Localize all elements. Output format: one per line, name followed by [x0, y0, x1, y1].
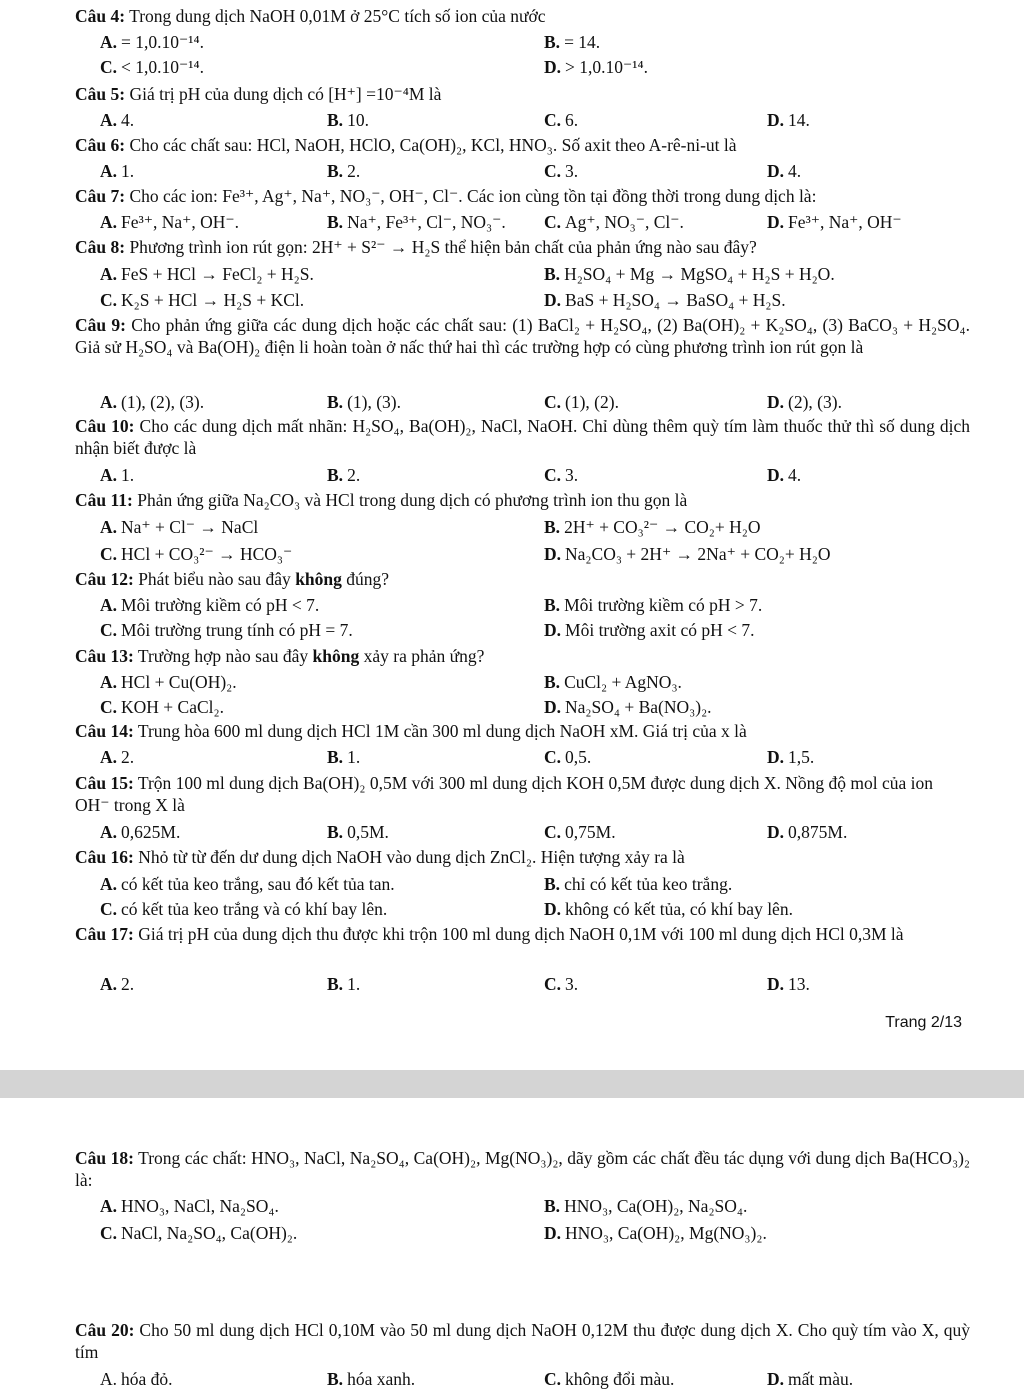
question-text: Giá trị pH của dung dịch thu được khi trộn 100 ml dung dịch NaOH 0,1M với 100 ml dung dịch HCl 0,3M là	[133, 924, 904, 944]
option-text: 6.	[565, 110, 579, 130]
option-letter: C.	[544, 1369, 562, 1389]
option-letter: D.	[767, 465, 785, 485]
option-d[interactable]	[544, 289, 786, 311]
page-separator	[0, 1070, 1024, 1098]
option-letter: D.	[767, 747, 785, 767]
option-text: chỉ có kết tủa keo trắng.	[564, 874, 733, 894]
option-text: 10.	[347, 110, 369, 130]
option-text: 4.	[121, 110, 135, 130]
question-7	[75, 186, 970, 208]
question-text: Phương trình ion rút gọn: 2H⁺ + S²⁻ → H₂S thể hiện bản chất của phản ứng nào sau đây?	[125, 237, 757, 257]
option-text: CuCl₂ + AgNO₃.	[564, 672, 682, 692]
option-letter: B.	[327, 465, 344, 485]
option-letter: A.	[100, 672, 118, 692]
option-letter: D.	[544, 1223, 562, 1243]
option-a[interactable]	[100, 31, 204, 53]
option-text: Na⁺, Fe³⁺, Cl⁻, NO₃⁻.	[347, 212, 506, 232]
option-text: 1.	[121, 465, 135, 485]
option-text: HNO₃, Ca(OH)₂, Na₂SO₄.	[564, 1196, 748, 1216]
option-letter: A.	[100, 1196, 118, 1216]
option-c[interactable]	[100, 898, 387, 920]
option-letter: B.	[544, 517, 561, 537]
option-text: Na⁺ + Cl⁻ → NaCl	[121, 517, 259, 537]
option-text: 14.	[788, 110, 810, 130]
option-letter: A.	[100, 161, 118, 181]
option-d[interactable]	[544, 619, 755, 641]
option-a[interactable]	[100, 516, 258, 538]
option-c[interactable]	[544, 160, 578, 182]
option-c[interactable]	[100, 696, 224, 718]
option-text: Fe³⁺, Na⁺, OH⁻	[788, 212, 902, 232]
option-b[interactable]	[544, 594, 762, 616]
option-letter: D.	[767, 1369, 785, 1389]
option-text: mất màu.	[788, 1369, 854, 1389]
question-18	[75, 1148, 970, 1191]
question-text: Nhỏ từ từ đến dư dung dịch NaOH vào dung dịch ZnCl₂. Hiện tượng xảy ra là	[133, 847, 685, 867]
question-17	[75, 924, 970, 946]
option-a[interactable]	[100, 1195, 279, 1217]
question-13	[75, 646, 970, 668]
option-c[interactable]	[100, 289, 304, 311]
option-letter: A.	[100, 264, 118, 284]
question-number: Câu 8:	[75, 237, 126, 257]
option-b[interactable]	[544, 31, 600, 53]
option-letter: B.	[544, 32, 561, 52]
option-text: (2), (3).	[788, 392, 842, 412]
option-letter: B.	[327, 110, 344, 130]
option-letter: D.	[767, 212, 785, 232]
option-text: không đổi màu.	[565, 1369, 675, 1389]
question-number: Câu 11:	[75, 490, 133, 510]
option-d[interactable]	[767, 160, 801, 182]
question-emphasis: không	[295, 569, 342, 589]
question-text: Cho các ion: Fe³⁺, Ag⁺, Na⁺, NO₃⁻, OH⁻, Cl⁻. Các ion cùng tồn tại đồng thời trong dung dịch là:	[125, 186, 817, 206]
option-letter: C.	[544, 392, 562, 412]
option-text: hóa đỏ.	[121, 1369, 173, 1389]
option-letter: A.	[100, 32, 118, 52]
option-letter: C.	[100, 290, 118, 310]
option-text: Môi trường axit có pH < 7.	[565, 620, 755, 640]
question-20	[75, 1320, 970, 1363]
option-d[interactable]	[767, 109, 810, 131]
option-text: 2.	[347, 161, 361, 181]
option-text: Ag⁺, NO₃⁻, Cl⁻.	[565, 212, 684, 232]
question-text: Trong dung dịch NaOH 0,01M ở 25°C tích số ion của nước	[125, 6, 546, 26]
option-text: 1,5.	[788, 747, 815, 767]
option-c[interactable]	[544, 211, 684, 233]
option-d[interactable]	[767, 464, 801, 486]
option-text: Môi trường trung tính có pH = 7.	[121, 620, 353, 640]
option-letter: D.	[767, 392, 785, 412]
option-text: KOH + CaCl₂.	[121, 697, 224, 717]
option-a[interactable]	[100, 746, 134, 768]
option-d[interactable]	[544, 543, 830, 565]
option-text: Môi trường kiềm có pH < 7.	[121, 595, 320, 615]
option-text: 13.	[788, 974, 810, 994]
option-letter: D.	[544, 899, 562, 919]
option-letter: C.	[544, 747, 562, 767]
option-text: HNO₃, Ca(OH)₂, Mg(NO₃)₂.	[565, 1223, 767, 1243]
option-text: 0,5.	[565, 747, 592, 767]
question-number: Câu 12:	[75, 569, 134, 589]
question-text: Cho phản ứng giữa các dung dịch hoặc các chất sau: (1) BaCl₂ + H₂SO₄, (2) Ba(OH)₂ + K₂SO₄, (3) BaCO₃ + H₂SO₄. Giả sử H₂SO₄ và Ba(OH)₂ điện li hoàn toàn ở nấc thứ hai thì các trường hợp có cùng phương trình ion rút gọn là	[75, 315, 971, 357]
option-letter: B.	[544, 595, 561, 615]
option-text: Fe³⁺, Na⁺, OH⁻.	[121, 212, 240, 232]
page-2	[0, 1098, 1024, 1395]
option-text: (1), (3).	[347, 392, 401, 412]
option-d[interactable]	[767, 821, 847, 843]
option-text: HCl + CO₃²⁻ → HCO₃⁻	[121, 544, 293, 564]
option-letter: B.	[544, 1196, 561, 1216]
option-text: HNO₃, NaCl, Na₂SO₄.	[121, 1196, 279, 1216]
option-a[interactable]	[100, 821, 180, 843]
option-c[interactable]	[100, 619, 353, 641]
option-text: 4.	[788, 161, 802, 181]
option-letter: C.	[100, 1223, 118, 1243]
option-text: 3.	[565, 465, 579, 485]
option-d[interactable]	[767, 973, 810, 995]
option-a[interactable]	[100, 1368, 173, 1390]
option-d[interactable]	[544, 1222, 767, 1244]
question-text: Phản ứng giữa Na₂CO₃ và HCl trong dung dịch có phương trình ion thu gọn là	[132, 490, 688, 510]
option-c[interactable]	[544, 464, 578, 486]
option-b[interactable]	[544, 1195, 747, 1217]
option-c[interactable]	[544, 109, 578, 131]
option-a[interactable]	[100, 263, 314, 285]
option-d[interactable]	[767, 391, 842, 413]
page-number: Trang 2/13	[885, 1014, 962, 1031]
option-letter: B.	[327, 822, 344, 842]
option-letter: B.	[544, 264, 561, 284]
option-text: (1), (2), (3).	[121, 392, 205, 412]
option-b[interactable]	[327, 391, 401, 413]
option-letter: D.	[544, 697, 562, 717]
option-a[interactable]	[100, 211, 239, 233]
option-text: > 1,0.10⁻¹⁴.	[565, 57, 648, 77]
question-text-tail: xảy ra phản ứng?	[359, 646, 485, 666]
option-text: không có kết tủa, có khí bay lên.	[565, 899, 793, 919]
option-c[interactable]	[544, 1368, 674, 1390]
question-16	[75, 847, 970, 869]
question-9	[75, 315, 970, 358]
option-letter: C.	[544, 161, 562, 181]
option-letter: A.	[100, 110, 118, 130]
question-4	[75, 6, 970, 28]
option-text: 0,5M.	[347, 822, 389, 842]
option-text: có kết tủa keo trắng và có khí bay lên.	[121, 899, 388, 919]
question-number: Câu 6:	[75, 135, 126, 155]
question-text: Trong các chất: HNO₃, NaCl, Na₂SO₄, Ca(OH)₂, Mg(NO₃)₂, dãy gồm các chất đều tác dụng với dung dịch Ba(HCO₃)₂ là:	[75, 1148, 970, 1190]
question-number: Câu 17:	[75, 924, 134, 944]
option-d[interactable]	[544, 56, 648, 78]
option-letter: B.	[327, 392, 344, 412]
option-a[interactable]	[100, 671, 237, 693]
option-text: < 1,0.10⁻¹⁴.	[121, 57, 204, 77]
option-d[interactable]	[767, 211, 902, 233]
option-a[interactable]	[100, 391, 204, 413]
option-c[interactable]	[544, 973, 578, 995]
option-c[interactable]	[544, 746, 591, 768]
question-text: Trộn 100 ml dung dịch Ba(OH)₂ 0,5M với 300 ml dung dịch KOH 0,5M được dung dịch X. Nồng độ mol của ion OH⁻ trong X là	[75, 773, 934, 815]
option-letter: D.	[767, 110, 785, 130]
option-letter: A.	[100, 595, 118, 615]
option-text: 3.	[565, 161, 579, 181]
question-text: Cho các chất sau: HCl, NaOH, HClO, Ca(OH)₂, KCl, HNO₃. Số axit theo A-rê-ni-ut là	[125, 135, 737, 155]
option-c[interactable]	[100, 543, 292, 565]
option-letter: A.	[100, 392, 118, 412]
option-letter: D.	[544, 57, 562, 77]
option-text: HCl + Cu(OH)₂.	[121, 672, 237, 692]
option-c[interactable]	[544, 391, 619, 413]
option-c[interactable]	[544, 821, 616, 843]
option-b[interactable]	[327, 821, 389, 843]
option-a[interactable]	[100, 109, 134, 131]
option-text: = 1,0.10⁻¹⁴.	[121, 32, 204, 52]
option-c[interactable]	[100, 56, 204, 78]
option-text: hóa xanh.	[347, 1369, 416, 1389]
option-text: Na₂SO₄ + Ba(NO₃)₂.	[565, 697, 712, 717]
question-emphasis: không	[312, 646, 360, 666]
question-text: Cho các dung dịch mất nhãn: H₂SO₄, Ba(OH)₂, NaCl, NaOH. Chỉ dùng thêm quỳ tím làm thuốc thử thì số dung dịch nhận biết được là	[75, 416, 970, 458]
option-a[interactable]	[100, 873, 395, 895]
option-text: 4.	[788, 465, 802, 485]
option-letter: B.	[327, 161, 344, 181]
question-6	[75, 135, 970, 157]
question-number: Câu 13:	[75, 646, 134, 666]
option-b[interactable]	[327, 1368, 415, 1390]
option-text: 1.	[347, 747, 361, 767]
option-letter: A.	[100, 465, 118, 485]
option-a[interactable]	[100, 464, 134, 486]
question-10	[75, 416, 970, 459]
question-text: Trường hợp nào sau đây	[133, 646, 313, 666]
option-d[interactable]	[544, 898, 793, 920]
question-number: Câu 15:	[75, 773, 134, 793]
option-text: Môi trường kiềm có pH > 7.	[564, 595, 763, 615]
option-b[interactable]	[544, 671, 682, 693]
option-text: 3.	[565, 974, 579, 994]
question-number: Câu 14:	[75, 721, 134, 741]
option-text: có kết tủa keo trắng, sau đó kết tủa tan.	[121, 874, 395, 894]
question-number: Câu 18:	[75, 1148, 134, 1168]
option-letter: A.	[100, 1369, 118, 1389]
option-letter: C.	[544, 974, 562, 994]
option-d[interactable]	[544, 696, 712, 718]
option-letter: C.	[100, 544, 118, 564]
option-b[interactable]	[327, 464, 360, 486]
option-letter: C.	[544, 465, 562, 485]
question-number: Câu 16:	[75, 847, 134, 867]
option-text: FeS + HCl → FeCl₂ + H₂S.	[121, 264, 314, 284]
option-text: 1.	[347, 974, 361, 994]
option-letter: D.	[767, 974, 785, 994]
option-letter: A.	[100, 747, 118, 767]
option-text: H₂SO₄ + Mg → MgSO₄ + H₂S + H₂O.	[564, 264, 835, 284]
question-text: Phát biểu nào sau đây	[133, 569, 296, 589]
option-letter: A.	[100, 874, 118, 894]
option-text: Na₂CO₃ + 2H⁺ → 2Na⁺ + CO₂+ H₂O	[565, 544, 831, 564]
option-letter: C.	[100, 57, 118, 77]
question-number: Câu 4:	[75, 6, 126, 26]
option-letter: A.	[100, 517, 118, 537]
option-b[interactable]	[327, 211, 506, 233]
option-letter: B.	[544, 874, 561, 894]
option-b[interactable]	[544, 263, 835, 285]
option-letter: B.	[544, 672, 561, 692]
option-letter: D.	[767, 822, 785, 842]
question-14	[75, 721, 970, 743]
option-letter: B.	[327, 1369, 344, 1389]
option-letter: B.	[327, 212, 344, 232]
option-text: K₂S + HCl → H₂S + KCl.	[121, 290, 305, 310]
option-letter: B.	[327, 747, 344, 767]
option-text: 1.	[121, 161, 135, 181]
option-b[interactable]	[327, 160, 360, 182]
option-letter: D.	[544, 290, 562, 310]
question-11	[75, 490, 970, 512]
option-letter: A.	[100, 212, 118, 232]
option-a[interactable]	[100, 160, 134, 182]
option-text: 2.	[121, 974, 135, 994]
option-text: 2H⁺ + CO₃²⁻ → CO₂+ H₂O	[564, 517, 761, 537]
question-15	[75, 773, 970, 816]
question-text: Cho 50 ml dung dịch HCl 0,10M vào 50 ml dung dịch NaOH 0,12M thu được dung dịch X. Cho quỳ tím vào X, quỳ tím	[75, 1320, 970, 1362]
option-text: 0,625M.	[121, 822, 181, 842]
option-b[interactable]	[327, 109, 369, 131]
question-number: Câu 10:	[75, 416, 135, 436]
option-b[interactable]	[544, 873, 732, 895]
option-a[interactable]	[100, 594, 319, 616]
option-c[interactable]	[100, 1222, 297, 1244]
question-number: Câu 5:	[75, 84, 126, 104]
option-d[interactable]	[767, 746, 814, 768]
option-letter: B.	[327, 974, 344, 994]
option-text: 0,875M.	[788, 822, 848, 842]
option-letter: D.	[544, 544, 562, 564]
option-letter: C.	[544, 212, 562, 232]
option-text: 0,75M.	[565, 822, 616, 842]
option-text: (1), (2).	[565, 392, 619, 412]
question-number: Câu 20:	[75, 1320, 135, 1340]
option-letter: D.	[544, 620, 562, 640]
option-b[interactable]	[327, 973, 360, 995]
option-letter: C.	[100, 620, 118, 640]
option-letter: C.	[544, 822, 562, 842]
question-number: Câu 9:	[75, 315, 126, 335]
option-letter: C.	[544, 110, 562, 130]
option-b[interactable]	[544, 516, 761, 538]
question-12	[75, 569, 970, 591]
option-letter: D.	[767, 161, 785, 181]
question-text: Trung hòa 600 ml dung dịch HCl 1M cần 300 ml dung dịch NaOH xM. Giá trị của x là	[133, 721, 747, 741]
option-text: NaCl, Na₂SO₄, Ca(OH)₂.	[121, 1223, 298, 1243]
question-5	[75, 84, 970, 106]
option-text: 2.	[347, 465, 361, 485]
question-text-tail: đúng?	[341, 569, 390, 589]
question-8	[75, 237, 970, 259]
option-a[interactable]	[100, 973, 134, 995]
option-d[interactable]	[767, 1368, 853, 1390]
option-letter: A.	[100, 974, 118, 994]
option-text: = 14.	[564, 32, 601, 52]
option-letter: C.	[100, 697, 118, 717]
option-text: BaS + H₂SO₄ → BaSO₄ + H₂S.	[565, 290, 786, 310]
option-letter: A.	[100, 822, 118, 842]
question-text: Giá trị pH của dung dịch có [H⁺] =10⁻⁴M là	[125, 84, 442, 104]
option-letter: C.	[100, 899, 118, 919]
option-b[interactable]	[327, 746, 360, 768]
question-number: Câu 7:	[75, 186, 126, 206]
option-text: 2.	[121, 747, 135, 767]
